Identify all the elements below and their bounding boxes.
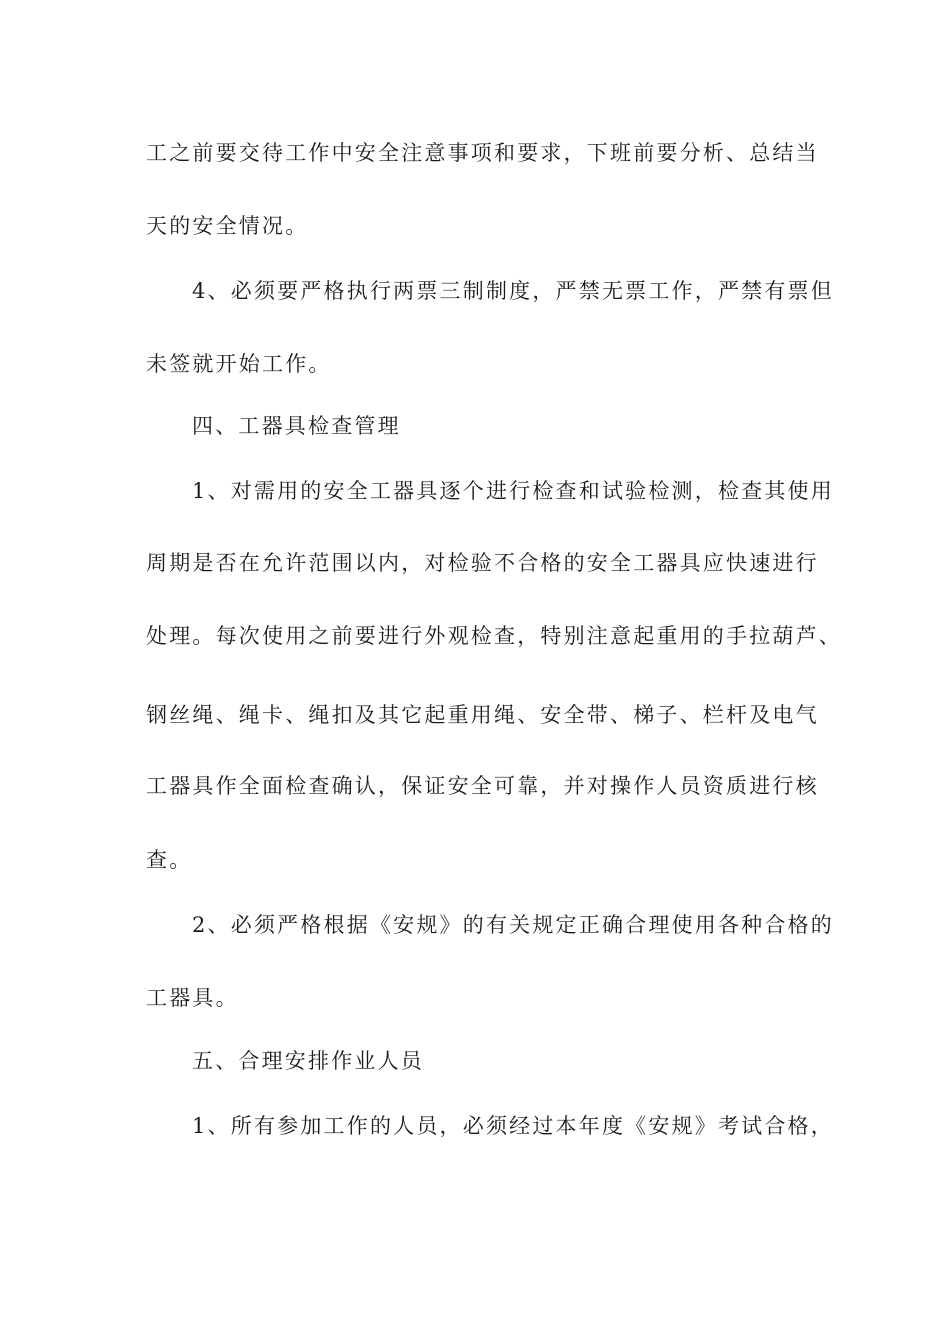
- text-line: 工器具。: [146, 986, 239, 1010]
- paragraph-start-line: 1、对需用的安全工器具逐个进行检查和试验检测，检查其使用: [192, 479, 834, 503]
- section-heading: 五、合理安排作业人员: [192, 1049, 424, 1073]
- text-line: 周期是否在允许范围以内，对检验不合格的安全工器具应快速进行: [146, 551, 819, 575]
- text-line: 工之前要交待工作中安全注意事项和要求，下班前要分析、总结当: [146, 141, 819, 165]
- paragraph-start-line: 4、必须要严格执行两票三制制度，严禁无票工作，严禁有票但: [192, 279, 834, 303]
- text-line: 钢丝绳、绳卡、绳扣及其它起重用绳、安全带、梯子、栏杆及电气: [146, 703, 819, 727]
- text-line: 工器具作全面检查确认，保证安全可靠，并对操作人员资质进行核: [146, 774, 819, 798]
- text-line: 未签就开始工作。: [146, 352, 332, 376]
- text-line: 天的安全情况。: [146, 214, 309, 238]
- paragraph-start-line: 2、必须严格根据《安规》的有关规定正确合理使用各种合格的: [192, 913, 834, 937]
- text-line: 处理。每次使用之前要进行外观检查，特别注意起重用的手拉葫芦、: [146, 624, 842, 648]
- section-heading: 四、工器具检查管理: [192, 414, 401, 438]
- paragraph-start-line: 1、所有参加工作的人员，必须经过本年度《安规》考试合格，: [192, 1114, 834, 1138]
- text-line: 查。: [146, 848, 193, 872]
